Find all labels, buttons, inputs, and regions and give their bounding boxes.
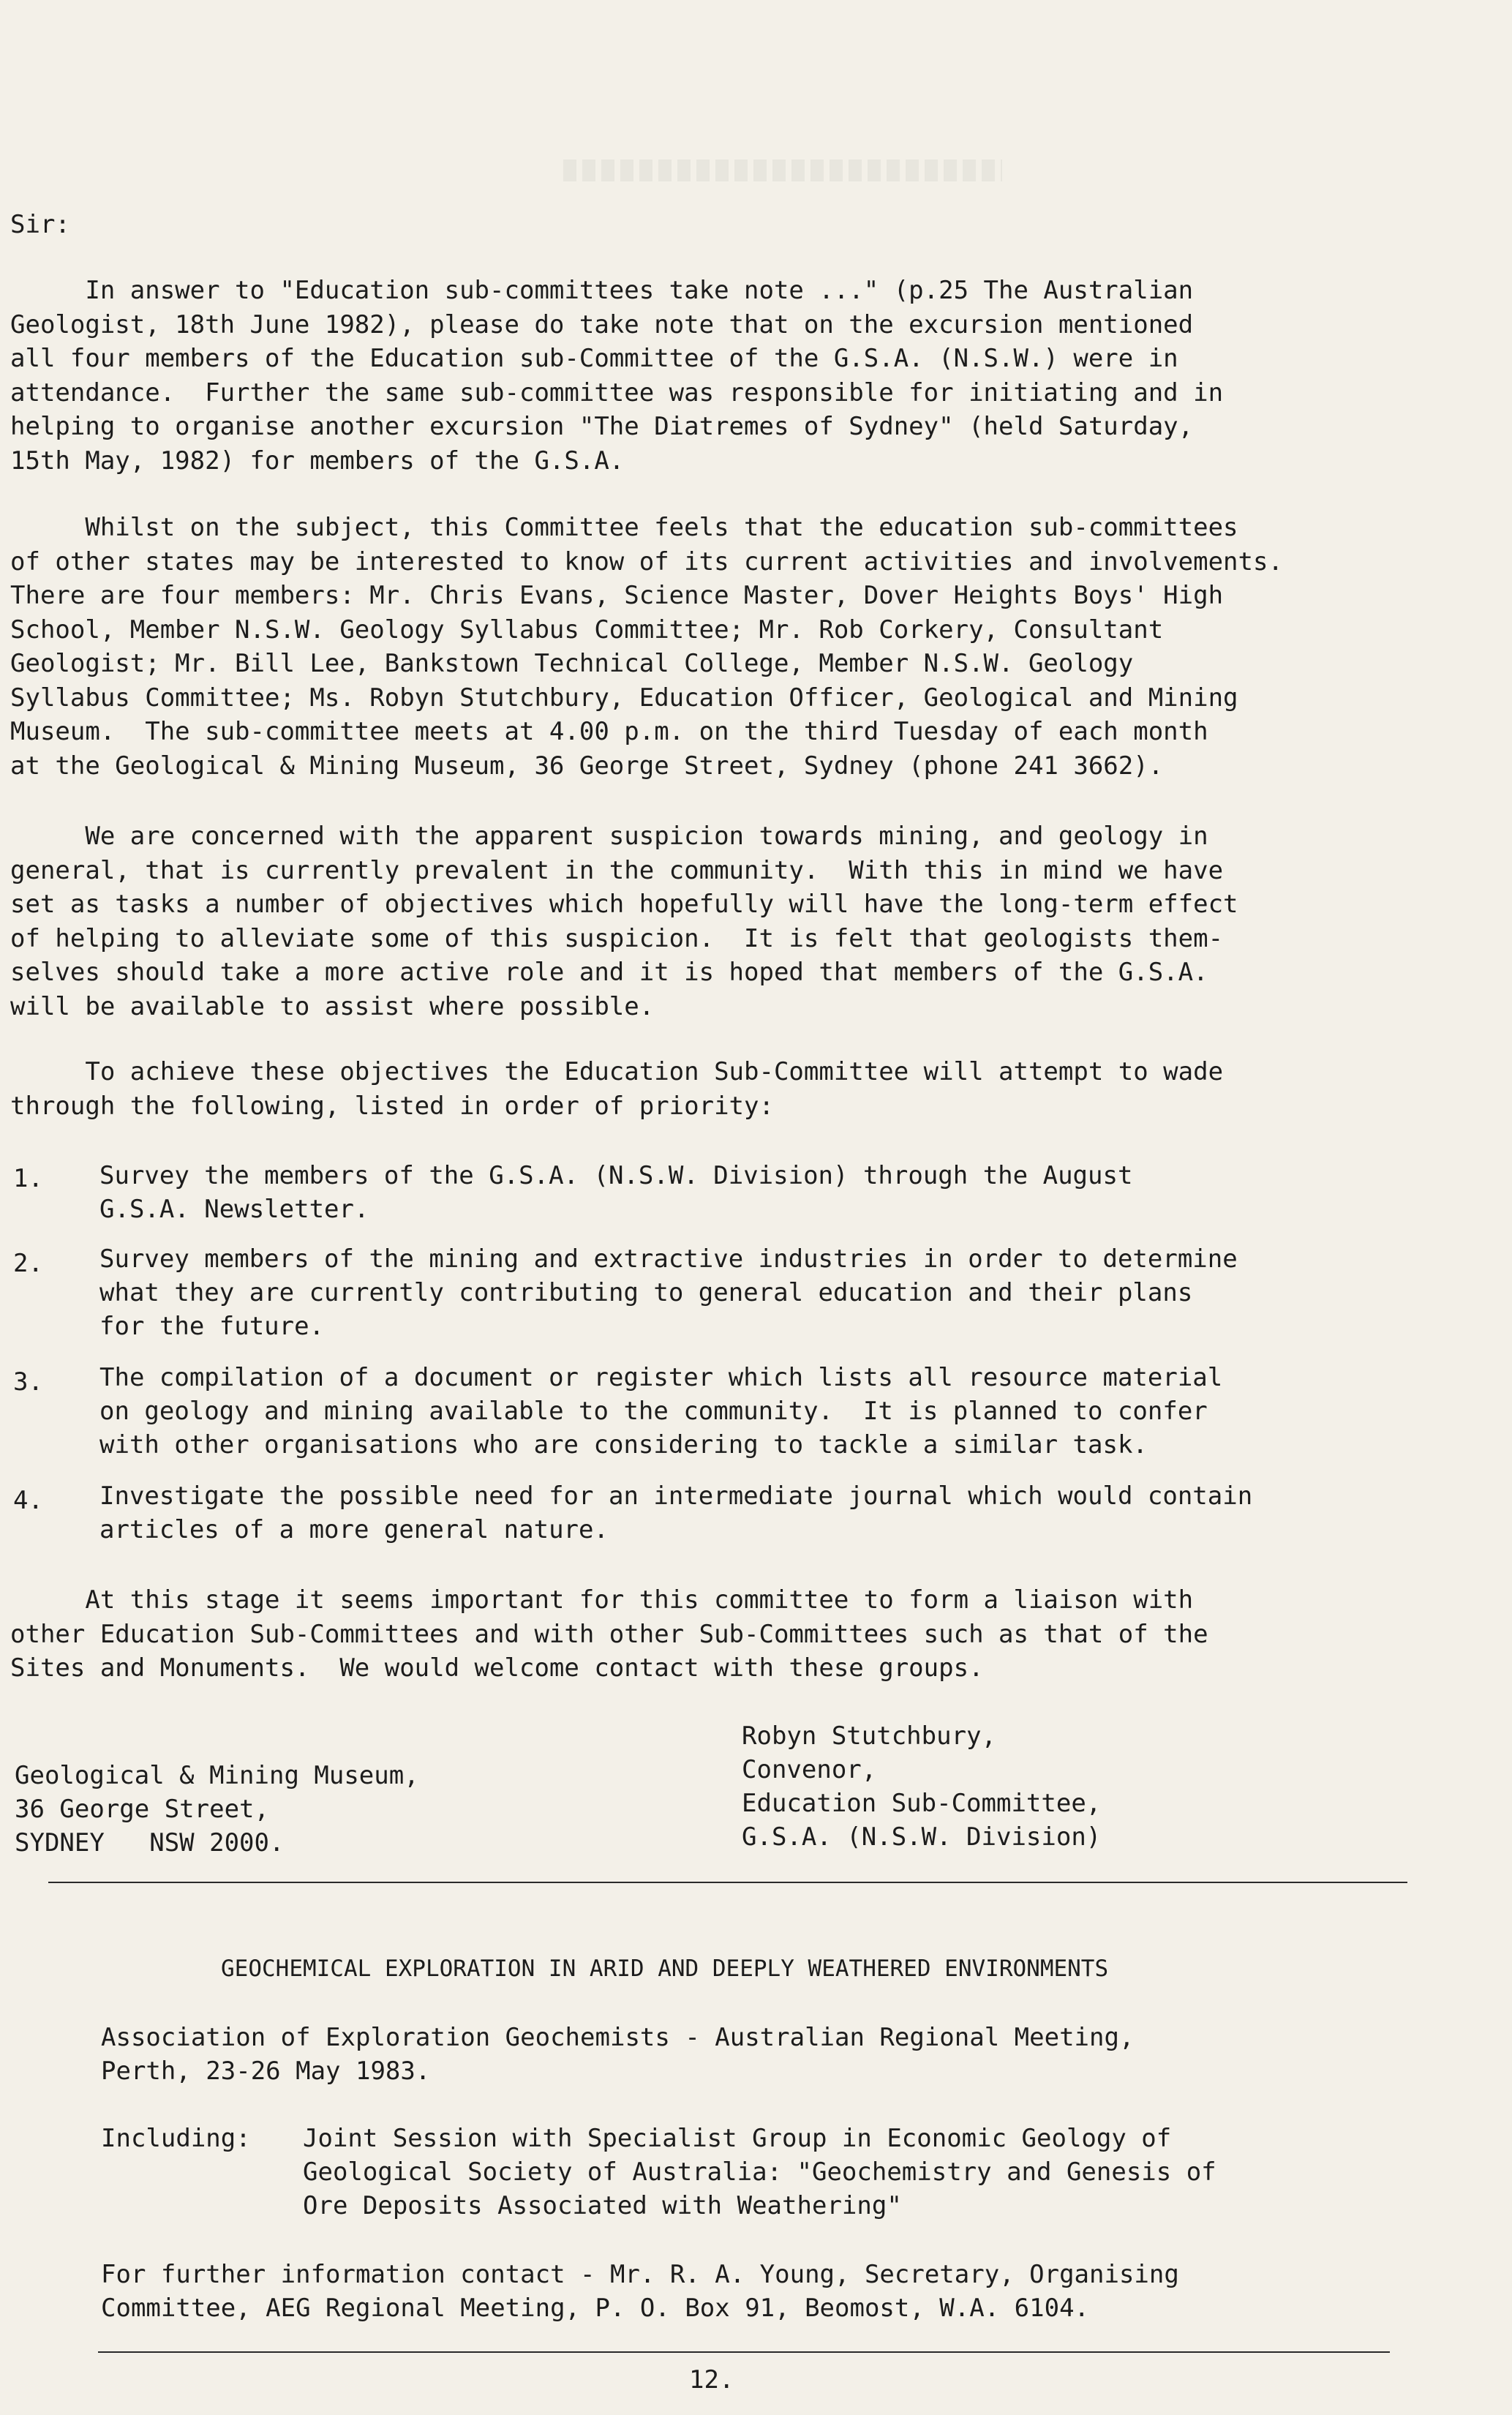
list-item-number: 2. <box>13 1249 43 1278</box>
paragraph-objectives: To achieve these objectives the Education Sub-Committee will attempt to wade through the following, listed in order of priority: <box>10 1057 1224 1121</box>
paragraph-concerns: We are concerned with the apparent suspicion towards mining, and geology in general, that is currently prevalent in the community. With this in mind we have set as tasks a number of objectives which hopefully will have the long-term effect of helping to alleviate some of this suspicion. It is felt that geologists them- selves should take a more active role and it is hoped that members of the G.S.A. will be available to assist where possible. <box>10 822 1238 1021</box>
salutation: Sir: <box>10 210 70 239</box>
list-item-text: Investigate the possible need for an intermediate journal which would contain articles of a more general nature. <box>99 1481 1253 1544</box>
notice-contact: For further information contact - Mr. R. A. Young, Secretary, Organising Committee, AEG Regional Meeting, P. O. Box 91, Beomost, W.A. 6104. <box>101 2260 1179 2323</box>
museum-address: Geological & Mining Museum, 36 George Street, SYDNEY NSW 2000. <box>15 1761 419 1858</box>
list-item-number: 4. <box>13 1486 43 1515</box>
notice-meeting: Association of Exploration Geochemists - Australian Regional Meeting, Perth, 23-26 May 1983. <box>101 2023 1135 2086</box>
footer-divider <box>98 2351 1390 2353</box>
notice-heading: GEOCHEMICAL EXPLORATION IN ARID AND DEEPLY WEATHERED ENVIRONMENTS <box>221 1956 1109 1982</box>
paragraph-excursion: In answer to "Education sub-committees take note ..." (p.25 The Australian Geologist, 18th June 1982), please do take note that on the excursion mentioned all four members of the Education sub-Committee of the G.S.A. (N.S.W.) were in attendance. Further the same sub-committee was responsible for initiating and in helping to organise another excursion "The Diatremes of Sydney" (held Saturday, 15th May, 1982) for members of the G.S.A. <box>10 276 1224 476</box>
list-item-text: Survey the members of the G.S.A. (N.S.W. Division) through the August G.S.A. Newsletter. <box>99 1161 1133 1224</box>
paragraph-members: Whilst on the subject, this Committee feels that the education sub-committees of other states may be interested to know of its current activities and involvements. There are four members: Mr. Chris Evans, Science Master, Dover Heights Boys' High School, Member N.S.W. Geology Syllabus Committee; Mr. Rob Corkery, Consultant Geologist; Mr. Bill Lee, Bankstown Technical College, Member N.S.W. Geology Syllabus Committee; Ms. Robyn Stutchbury, Education Officer, Geological and Mining Museum. The sub-committee meets at 4.00 p.m. on the third Tuesday of each month at the Geological & Mining Museum, 36 George Street, Sydney (phone 241 3662). <box>10 513 1283 781</box>
notice-including-text: Joint Session with Specialist Group in Economic Geology of Geological Society of Australia: "Geochemistry and Genesis of Ore Deposits Associated with Weathering" <box>303 2124 1216 2220</box>
list-item-text: Survey members of the mining and extractive industries in order to determine what they are currently contributing to general education and their plans for the future. <box>99 1244 1238 1341</box>
list-item-number: 1. <box>13 1164 43 1193</box>
list-item-number: 3. <box>13 1367 43 1397</box>
notice-including-label: Including: <box>101 2124 251 2153</box>
bleed-through-text <box>563 159 1002 181</box>
signature-block: Robyn Stutchbury, Convenor, Education Sub-Committee, G.S.A. (N.S.W. Division) <box>742 1721 1102 1852</box>
paragraph-liaison: At this stage it seems important for this committee to form a liaison with other Education Sub-Committees and with other Sub-Committees such as that of the Sites and Monuments. We would welcome contact with these groups. <box>10 1585 1208 1683</box>
page-number: 12. <box>689 2365 734 2395</box>
list-item-text: The compilation of a document or register which lists all resource material on geology and mining available to the community. It is planned to confer with other organisations who are considering to tackle a similar task. <box>99 1363 1223 1460</box>
section-divider <box>48 1882 1407 1883</box>
